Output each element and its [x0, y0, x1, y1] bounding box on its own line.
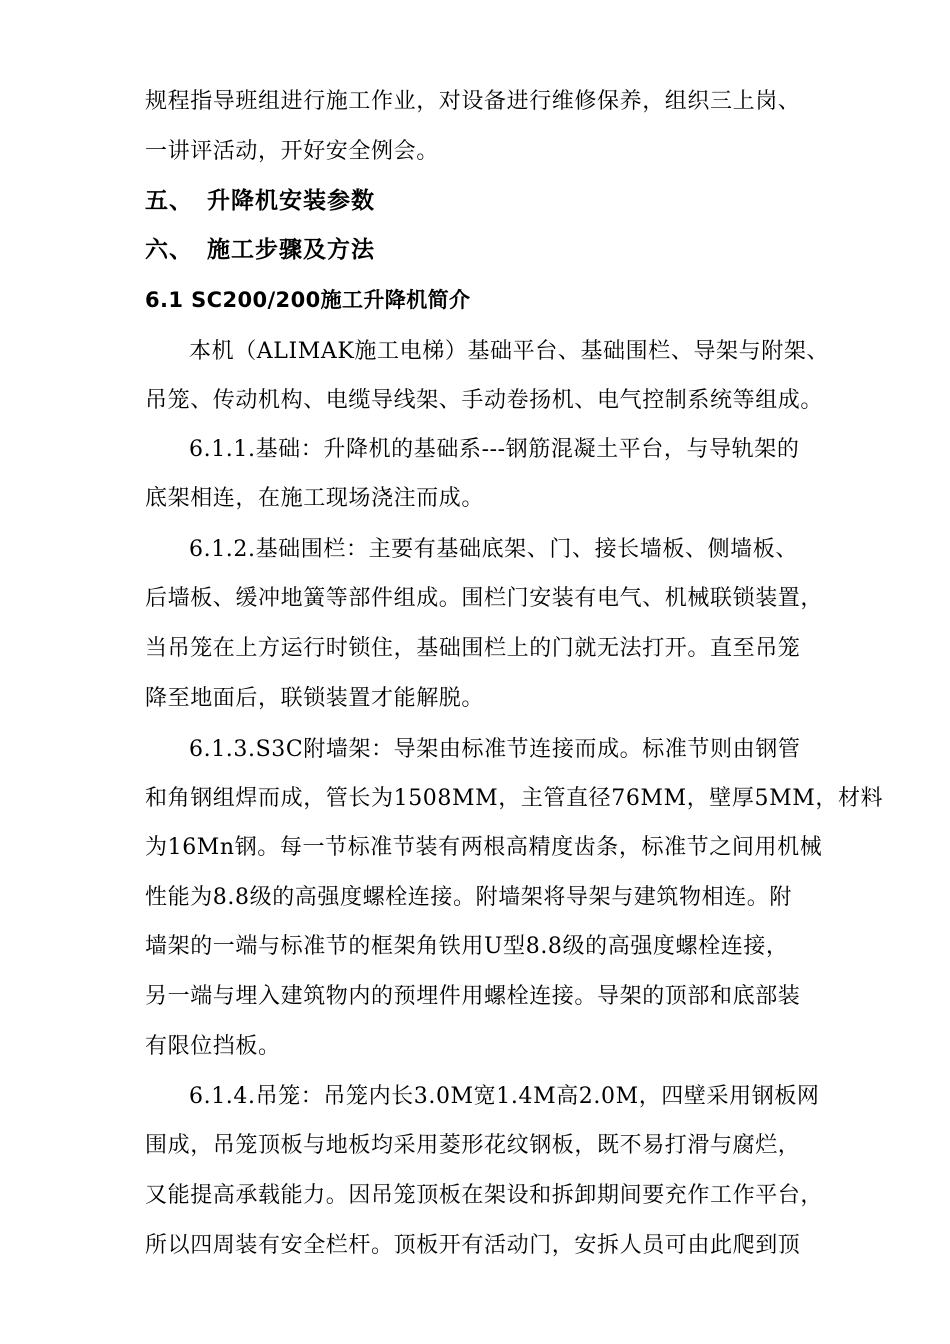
section-title: 施工步骤及方法 [207, 237, 375, 263]
body-text-line: 所以四周装有安全栏杆。顶板开有活动门，安拆人员可由此爬到顶 [145, 1233, 801, 1258]
body-text-line: 有限位挡板。 [145, 1034, 281, 1059]
section-title: 升降机安装参数 [207, 188, 375, 214]
body-text-line: 另一端与埋入建筑物内的预埋件用螺栓连接。导架的顶部和底部装 [145, 984, 801, 1009]
body-text-line: 6.1.1.基础：升降机的基础系---钢筋混凝土平台，与导轨架的 [189, 437, 800, 462]
body-text-line: 吊笼、传动机构、电缆导线架、手动卷扬机、电气控制系统等组成。 [145, 388, 824, 413]
body-text-line: 降至地面后，联锁装置才能解脱。 [145, 686, 485, 711]
section-number: 六、 [145, 237, 193, 263]
body-text-line: 底架相连，在施工现场浇注而成。 [145, 486, 485, 511]
section-heading-5 [145, 186, 825, 216]
body-text-line: 性能为8.8级的高强度螺栓连接。附墙架将导架与建筑物相连。附 [145, 885, 792, 910]
body-text-line: 围成，吊笼顶板与地板均采用菱形花纹钢板，既不易打滑与腐烂， [145, 1133, 801, 1158]
body-text-line: 6.1.2.基础围栏：主要有基础底架、门、接长墙板、侧墙板、 [189, 537, 798, 562]
body-text-line: 本机（ALIMAK施工电梯）基础平台、基础围栏、导架与附架、 [189, 339, 830, 364]
body-text-line: 6.1.3.S3C附墙架：导架由标准节连接而成。标准节则由钢管 [189, 737, 801, 762]
body-text-line: 又能提高承载能力。因吊笼顶板在架设和拆卸期间要充作工作平台， [145, 1183, 824, 1208]
body-text-line: 和角钢组焊而成，管长为1508MM，主管直径76MM，壁厚5MM，材料 [145, 786, 884, 811]
body-text-line: 墙架的一端与标准节的框架角铁用U型8.8级的高强度螺栓连接， [145, 934, 789, 959]
body-text-line: 为16Mn钢。每一节标准节装有两根高精度齿条，标准节之间用机械 [145, 835, 823, 860]
body-text-line: 6.1.4.吊笼：吊笼内长3.0M宽1.4M高2.0M，四壁采用钢板网 [189, 1084, 820, 1109]
body-text-line: 规程指导班组进行施工作业，对设备进行维修保养，组织三上岗、 [145, 89, 801, 114]
section-number: 五、 [145, 188, 193, 214]
body-text-line: 后墙板、缓冲地簧等部件组成。围栏门安装有电气、机械联锁装置， [145, 586, 824, 611]
body-text-line: 一讲评活动，开好安全例会。 [145, 139, 439, 164]
body-text-line: 当吊笼在上方运行时锁住，基础围栏上的门就无法打开。直至吊笼 [145, 636, 801, 661]
subsection-heading: 6.1 SC200/200施工升降机简介 [145, 288, 471, 312]
section-heading-6 [145, 235, 825, 265]
